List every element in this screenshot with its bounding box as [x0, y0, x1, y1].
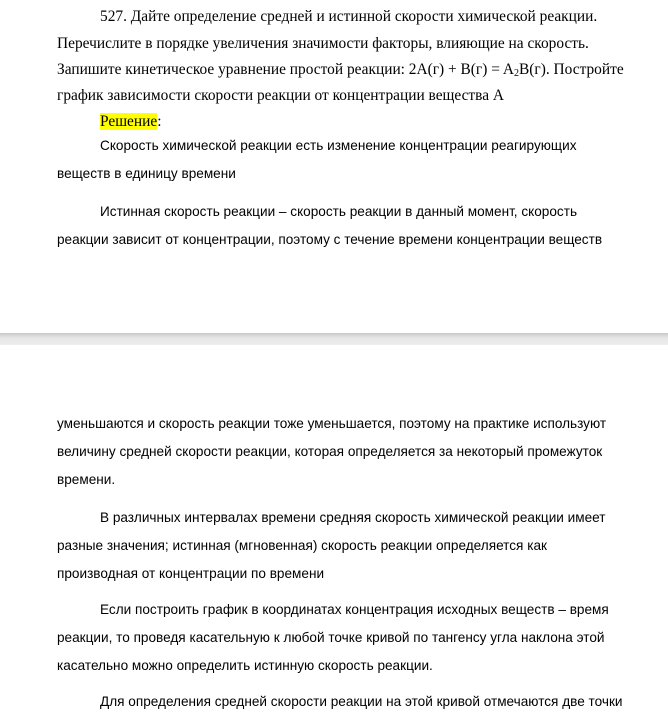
- solution-heading: [100, 113, 161, 131]
- paragraph-line: реакции зависит от концентрации, поэтому с течение времени концентрации веществ: [57, 232, 603, 247]
- paragraph-line: Скорость химической реакции есть изменение концентрации реагирующих: [100, 138, 577, 153]
- paragraph-line: уменьшаются и скорость реакции тоже уменьшается, поэтому на практике используют: [57, 416, 607, 431]
- paragraph-line: реакции, то проведя касательную к любой точке кривой по тангенсу угла наклона этой: [57, 630, 605, 645]
- paragraph-line: Для определения средней скорости реакции на этой кривой отмечаются две точки: [100, 694, 623, 709]
- paragraph-line: величину средней скорости реакции, которая определяется за некоторый промежуток: [57, 444, 603, 459]
- task-line-3-post: B(г). Постройте: [519, 61, 624, 78]
- paragraph-line: времени.: [57, 472, 116, 487]
- task-line-2: Перечислите в порядке увеличения значимости факторы, влияющие на скорость.: [57, 35, 589, 52]
- solution-label: Решение: [100, 113, 158, 130]
- document-page-1: [0, 0, 668, 333]
- document-page-2: [0, 345, 668, 722]
- paragraph-line: касательно можно определить истинную скорость реакции.: [57, 658, 433, 673]
- paragraph-line: разные значения; истинная (мгновенная) скорость реакции определяется как: [57, 538, 547, 553]
- task-line-3: [57, 61, 624, 79]
- paragraph-line: Если построить график в координатах концентрация исходных веществ – время: [100, 602, 609, 617]
- paragraph-line: веществ в единицу времени: [57, 166, 236, 181]
- solution-colon: :: [157, 113, 162, 130]
- paragraph-line: Истинная скорость реакции – скорость реакции в данный момент, скорость: [100, 204, 578, 219]
- task-line-1: 527. Дайте определение средней и истинной скорости химической реакции.: [100, 8, 598, 25]
- subscript-2: 2: [514, 68, 520, 79]
- page-separator: [0, 333, 668, 345]
- task-line-4: график зависимости скорости реакции от концентрации вещества А: [57, 87, 505, 104]
- paragraph-line: производная от концентрации по времени: [57, 566, 325, 581]
- task-line-3-pre: Запишите кинетическое уравнение простой реакции: 2A(г) + B(г) = A: [57, 61, 515, 78]
- paragraph-line: В различных интервалах времени средняя скорость химической реакции имеет: [100, 510, 606, 525]
